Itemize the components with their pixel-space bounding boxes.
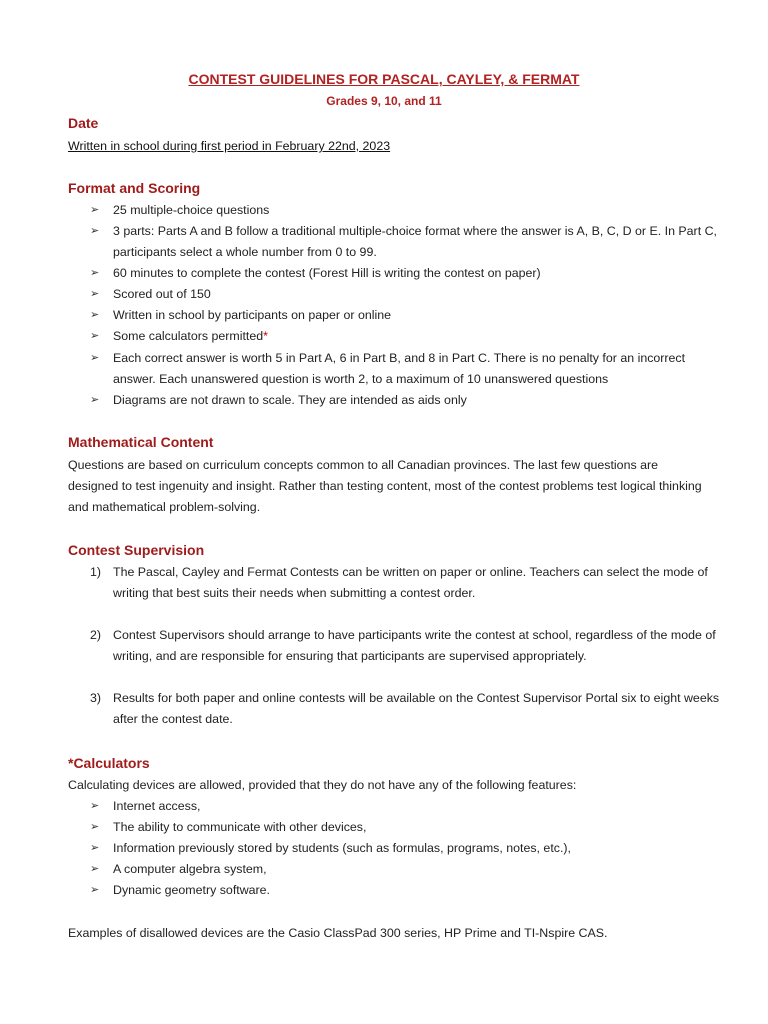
arrowhead-bullet-icon: ➢ xyxy=(90,884,100,896)
calculators-intro: Calculating devices are allowed, provided that they do not have any of the following features: xyxy=(68,778,577,792)
arrowhead-bullet-icon: ➢ xyxy=(90,267,100,279)
math-paragraph: Questions are based on curriculum concepts common to all Canadian provinces. The last few questions are designed to test ingenuity and insight. Rather than testing content, most of the contest problems test logical thinking and mathematical problem-solving. xyxy=(68,458,702,514)
arrowhead-bullet-icon: ➢ xyxy=(90,394,100,406)
arrowhead-bullet-icon: ➢ xyxy=(90,863,100,875)
date-heading: Date xyxy=(68,115,99,131)
calculators-examples: Examples of disallowed devices are the Casio ClassPad 300 series, HP Prime and TI-Nspire CAS. xyxy=(68,926,608,940)
arrowhead-bullet-icon: ➢ xyxy=(90,309,100,321)
arrowhead-bullet-icon: ➢ xyxy=(90,821,100,833)
arrowhead-bullet-icon: ➢ xyxy=(90,800,100,812)
arrowhead-bullet-icon: ➢ xyxy=(90,842,100,854)
arrowhead-bullet-icon: ➢ xyxy=(90,204,100,216)
arrowhead-bullet-icon: ➢ xyxy=(90,352,100,364)
document-page: CONTEST GUIDELINES FOR PASCAL, CAYLEY, & FERMAT Grades 9, 10, and 11 Date Written in school during first period in February 22nd, 2023 Format and Scoring ➢ 25 multiple-choice questions ➢ 3 parts: Parts A and B follow a traditional multiple-choice format where the answer is A, B, C, D or E. In Part C, participants select a whole number from 0 to 99. ➢ 60 minutes to complete the contest (Forest Hill is writing the contest on paper) ➢ Scored out of 150 ➢ Written in school by participants on paper or online ➢ Some calculators permitted* ➢ Each correct answer is worth 5 in Part A, 6 in Part B, and 8 in Part C. There is no penalty for an incorrect answer. Each unanswered question is worth 2, to a maximum of 10 unanswered questions ➢ Diagrams are not drawn to scale. They are intended as aids only Mathematical Content Questions are based on curriculum concepts common to all Canadian provinces. The last few questions are designed to test ingenuity and insight. Rather than testing content, most of the contest problems test logical thinking and mathematical problem-solving. Contest Supervision 1) The Pascal, Cayley and Fermat Contests can be written on paper or online. Teachers can select the mode of writing that best suits their needs when submitting a contest order. 2) Contest Supervisors should arrange to have participants write the contest at school, regardless of the mode of writing, and are responsible for ensuring that participants are supervised appropriately. 3) Results for both paper and online contests will be available on the Contest Supervisor Portal six to eight weeks after the contest date. *Calculators Calculating devices are allowed, provided that they do not have any of the following features: ➢ Internet access, ➢ The ability to communicate with other devices, ➢ Information previously stored by students (such as formulas, programs, notes, etc.), ➢ A computer algebra system, ➢ Dynamic geometry software. Examples of disallowed devices are the Casio ClassPad 300 series, HP Prime and TI-Nspire CAS. xyxy=(0,0,768,1024)
calculators-heading: *Calculators xyxy=(68,755,150,771)
arrowhead-bullet-icon: ➢ xyxy=(90,225,100,237)
arrowhead-bullet-icon: ➢ xyxy=(90,288,100,300)
math-heading: Mathematical Content xyxy=(68,434,214,450)
date-text: Written in school during first period in February 22nd, 2023 xyxy=(68,139,391,153)
format-heading: Format and Scoring xyxy=(68,180,201,196)
page-subtitle: Grades 9, 10, and 11 xyxy=(326,94,442,108)
asterisk-marker: * xyxy=(263,329,268,343)
supervision-heading: Contest Supervision xyxy=(68,542,205,558)
page-title: CONTEST GUIDELINES FOR PASCAL, CAYLEY, & FERMAT xyxy=(188,71,580,87)
arrowhead-bullet-icon: ➢ xyxy=(90,330,100,342)
